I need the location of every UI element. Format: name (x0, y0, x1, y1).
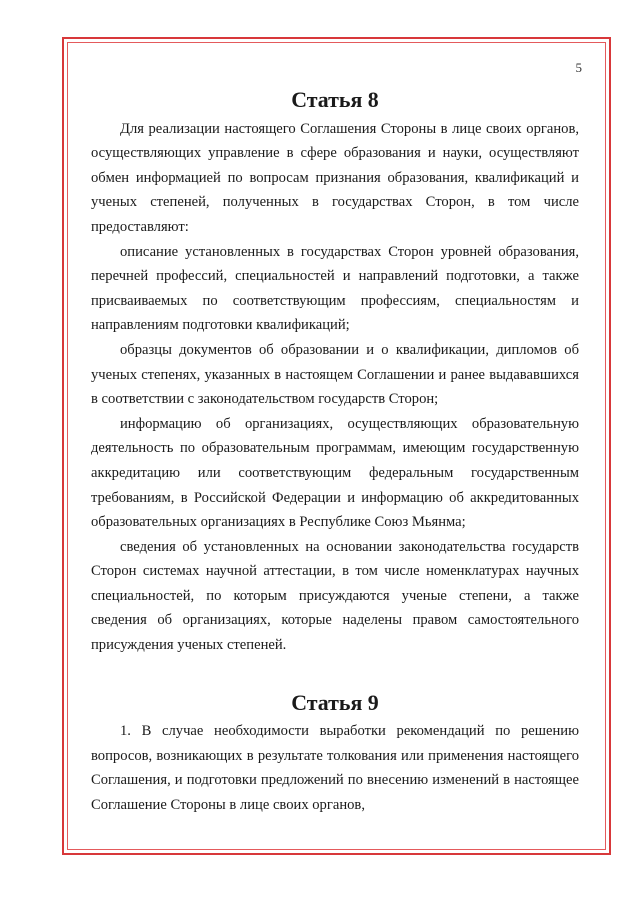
document-body (91, 88, 579, 818)
article-8-heading: Статья 8 (291, 87, 379, 112)
article-9-paragraph: 1. В случае необходимости выработки рекомендаций по решению вопросов, возникающих в результате толкования или применения настоящего Соглашения, и подготовки предложений по внесению изменений в настоящее Соглашение Стороны в лице своих органов, (91, 723, 579, 814)
article-8-paragraph: Для реализации настоящего Соглашения Стороны в лице своих органов, осуществляющих управление в сфере образования и науки, осуществляют обмен информацией по вопросам признания образования, квалификаций и ученых степеней, полученных в государствах Сторон, в том числе предоставляют: (91, 120, 579, 235)
article-9 (91, 691, 579, 818)
article-8-paragraph: сведения об установленных на основании законодательства государств Сторон системах научной аттестации, в том числе номенклатурах научных специальностей, по которым присуждаются ученые степени, а также сведения об организациях, которые наделены правом самостоятельного присуждения ученых степеней. (91, 538, 579, 654)
article-8-paragraph: описание установленных в государствах Сторон уровней образования, перечней профессий, специальностей и направлений подготовки, а также присваиваемых по соответствующим профессиям, специальностям и направлениям подготовки квалификаций; (91, 243, 579, 334)
article-9-heading: Статья 9 (291, 689, 379, 715)
article-8-paragraph: информацию об организациях, осуществляющих образовательную деятельность по образовательным программам, имеющим государственную аккредитацию или соответствующим федеральным государственным требованиям, в Российской Федерации и информацию об аккредитованных образовательных организациях в Республике Союз Мьянма; (91, 415, 579, 531)
page-number: 5 (575, 60, 582, 75)
article-8-paragraph: образцы документов об образовании и о квалификации, дипломов об ученых степенях, указанных в настоящем Соглашении и ранее выдававшихся в соответствии с законодательством государств Сторон; (91, 341, 579, 408)
article-8 (91, 88, 579, 658)
